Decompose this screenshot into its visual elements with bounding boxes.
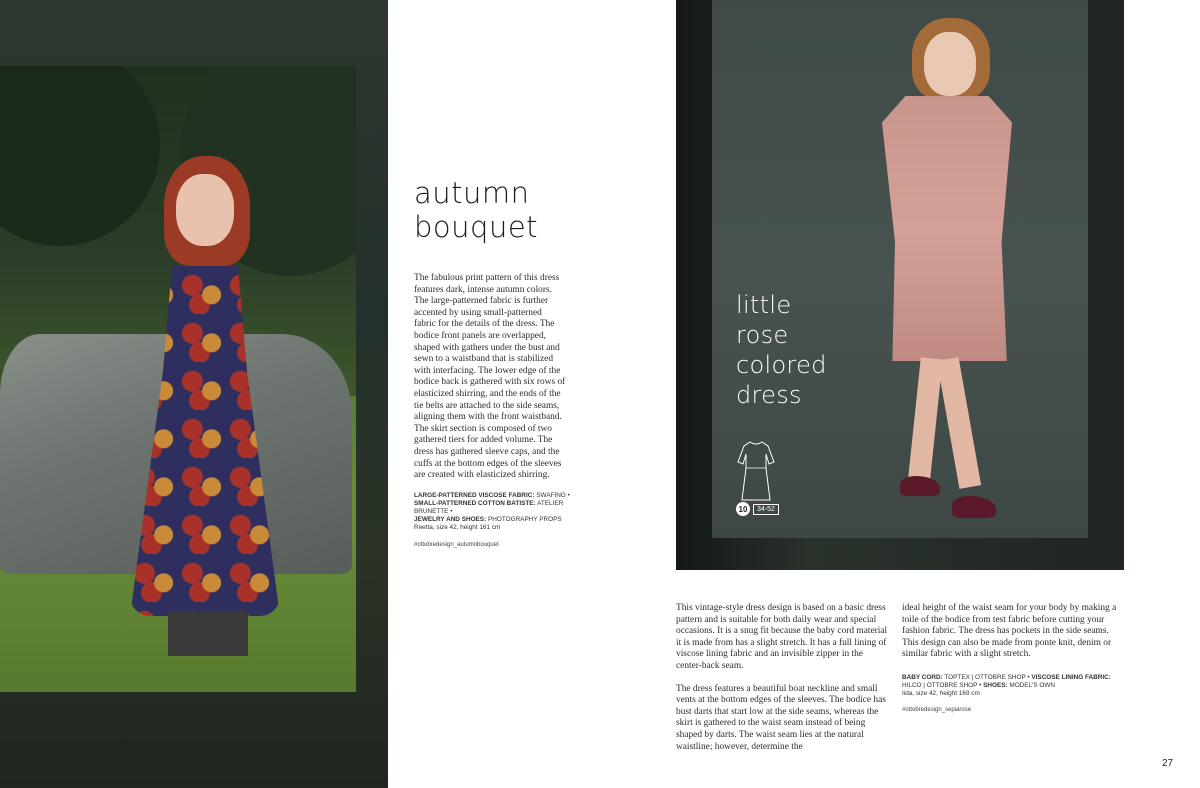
page-number: 27 bbox=[1162, 758, 1174, 769]
rose-dress bbox=[882, 96, 1012, 361]
credit-value: MODEL'S OWN bbox=[1009, 682, 1055, 689]
story-title-left bbox=[414, 176, 538, 244]
shoe bbox=[952, 496, 996, 518]
credit-value: SWAFING • bbox=[536, 492, 570, 499]
title-line: rose bbox=[736, 321, 789, 349]
credit-label: VISCOSE LINING FABRIC: bbox=[1031, 674, 1111, 681]
story-title-right bbox=[736, 290, 827, 410]
photo-inset-frame bbox=[0, 66, 356, 692]
pattern-number: 10 bbox=[736, 502, 750, 516]
credit-label: LARGE-PATTERNED VISCOSE FABRIC: bbox=[414, 492, 535, 499]
credit-label: JEWELRY AND SHOES: bbox=[414, 516, 487, 523]
title-line: colored bbox=[736, 351, 827, 379]
story-body-right-col2 bbox=[902, 603, 1118, 672]
credits-left bbox=[414, 492, 574, 532]
dress-sketch-icon bbox=[736, 440, 776, 502]
size-range: 34-52 bbox=[753, 504, 779, 515]
model-info: Reetta, size 42, height 161 cm bbox=[414, 524, 501, 531]
shoe bbox=[900, 476, 940, 496]
model-figure bbox=[852, 18, 1032, 528]
credit-value: TOPTEX | OTTOBRE SHOP • bbox=[944, 674, 1030, 681]
pattern-badge bbox=[736, 502, 779, 516]
face bbox=[924, 32, 976, 96]
credit-value: HILCO | OTTOBRE SHOP • bbox=[902, 682, 982, 689]
photo-autumn-bouquet bbox=[0, 0, 388, 788]
leg bbox=[937, 357, 981, 489]
paragraph: ideal height of the waist seam for your body by making a toile of the bodice from test fabric before cutting your fashion fabric. The dress has pockets in the side seams. This design can also be made from ponte knit, denim or similar fabric with a slight stretch. bbox=[902, 603, 1117, 660]
paragraph: The dress features a beautiful boat neckline and small vents at the bottom edges of the sleeves. The bodice has bust darts that start low at the side seams, whereas the skirt is gathered to the waist seam instead of being shaped by darts. The waist seam lies at the natural waistline; however, determine the bbox=[676, 683, 886, 752]
story-body-left: The fabulous print pattern of this dress features dark, intense autumn colors. The large-patterned fabric is further accented by using small-patterned fabric for the details of the dress. The bodice front panels are overlapped, shaped with gathers under the bust and sewn to a waistband that is stabilized with interfacing. The lower edge of the bodice back is gathered with six rows of elasticized shirring, and the ends of the tie belts are attached to the side seams, aligning them with the front waistband. The skirt section is composed of two gathered tiers for added volume. The dress has gathered sleeve caps, and the cuffs at the bottom edges of the sleeves are created with elasticized shirring. bbox=[414, 273, 566, 481]
credit-label: BABY CORD: bbox=[902, 674, 943, 681]
model-figure bbox=[110, 156, 300, 656]
model-info: Iida, size 42, height 169 cm bbox=[902, 690, 980, 697]
credit-value: PHOTOGRAPHY PROPS bbox=[487, 516, 562, 523]
title-line: dress bbox=[736, 381, 802, 409]
hashtag-left: #ottobredesign_autumnbouquet bbox=[414, 542, 499, 548]
hashtag-right: #ottobredesign_sepiarose bbox=[902, 707, 972, 713]
title-line: bouquet bbox=[414, 210, 539, 244]
credit-label: SHOES: bbox=[983, 682, 1008, 689]
credit-label: SMALL-PATTERNED COTTON BATISTE: bbox=[414, 500, 536, 507]
title-line: autumn bbox=[414, 176, 530, 210]
printed-dress bbox=[130, 266, 280, 616]
title-line: little bbox=[736, 291, 792, 319]
credits-right bbox=[902, 674, 1122, 698]
paragraph: This vintage-style dress design is based on a basic dress pattern and is suitable for both daily wear and special occasions. It is a snug fit because the baby cord material it is made from has a slight stretch. It has a full lining of viscose lining fabric and an invisible zipper in the center-back seam. bbox=[676, 603, 888, 671]
legs bbox=[168, 611, 248, 656]
credit-value: ATELIER BRUNETTE • bbox=[414, 500, 564, 515]
leg bbox=[907, 357, 942, 489]
face bbox=[176, 174, 234, 246]
story-body-right-col1 bbox=[676, 603, 890, 764]
